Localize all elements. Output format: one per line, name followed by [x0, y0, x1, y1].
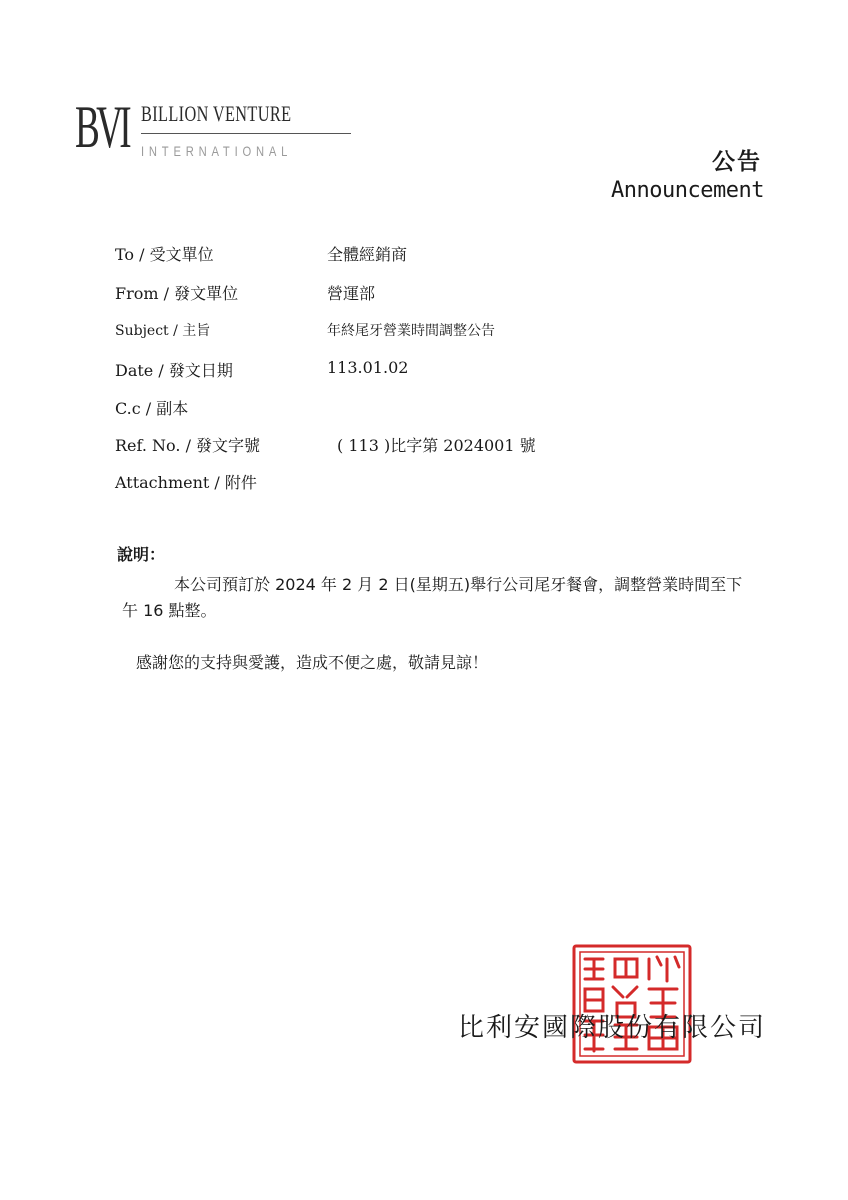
field-label: Date / 發文日期: [115, 361, 233, 380]
field-label: Subject / 主旨: [115, 323, 211, 339]
company-logo: [75, 94, 293, 175]
logo-subtitle: INTERNATIONAL: [141, 143, 293, 159]
logo-mark: BVI: [75, 94, 128, 160]
closing-paragraph: 感謝您的支持與愛護，造成不便之處，敬請見諒！: [136, 653, 489, 672]
logo-divider: [141, 133, 351, 134]
company-name: 比利安國際股份有限公司: [457, 1013, 766, 1043]
explanation-paragraph: 本公司預訂於 2024 年 2 月 2 日(星期五)舉行公司尾牙餐會，調整營業時間至下午 16 點整。: [122, 575, 743, 620]
field-value: ( 113 )比字第 2024001 號: [337, 436, 536, 455]
company-seal: [571, 943, 693, 1065]
document-title-zh: 公告: [712, 149, 762, 175]
logo-name: BILLION VENTURE: [141, 101, 292, 126]
field-label: Attachment / 附件: [115, 473, 257, 492]
explanation-heading: 說明：: [117, 545, 166, 564]
field-label: C.c / 副本: [115, 399, 189, 418]
field-value: 全體經銷商: [327, 245, 408, 264]
field-label: From / 發文單位: [115, 284, 239, 303]
field-label: To / 受文單位: [115, 245, 214, 264]
document-title-en: Announcement: [611, 178, 764, 203]
field-value: 營運部: [327, 284, 376, 303]
field-value: 年終尾牙營業時間調整公告: [327, 323, 495, 339]
field-label: Ref. No. / 發文字號: [115, 436, 261, 455]
field-value: 113.01.02: [327, 358, 409, 377]
